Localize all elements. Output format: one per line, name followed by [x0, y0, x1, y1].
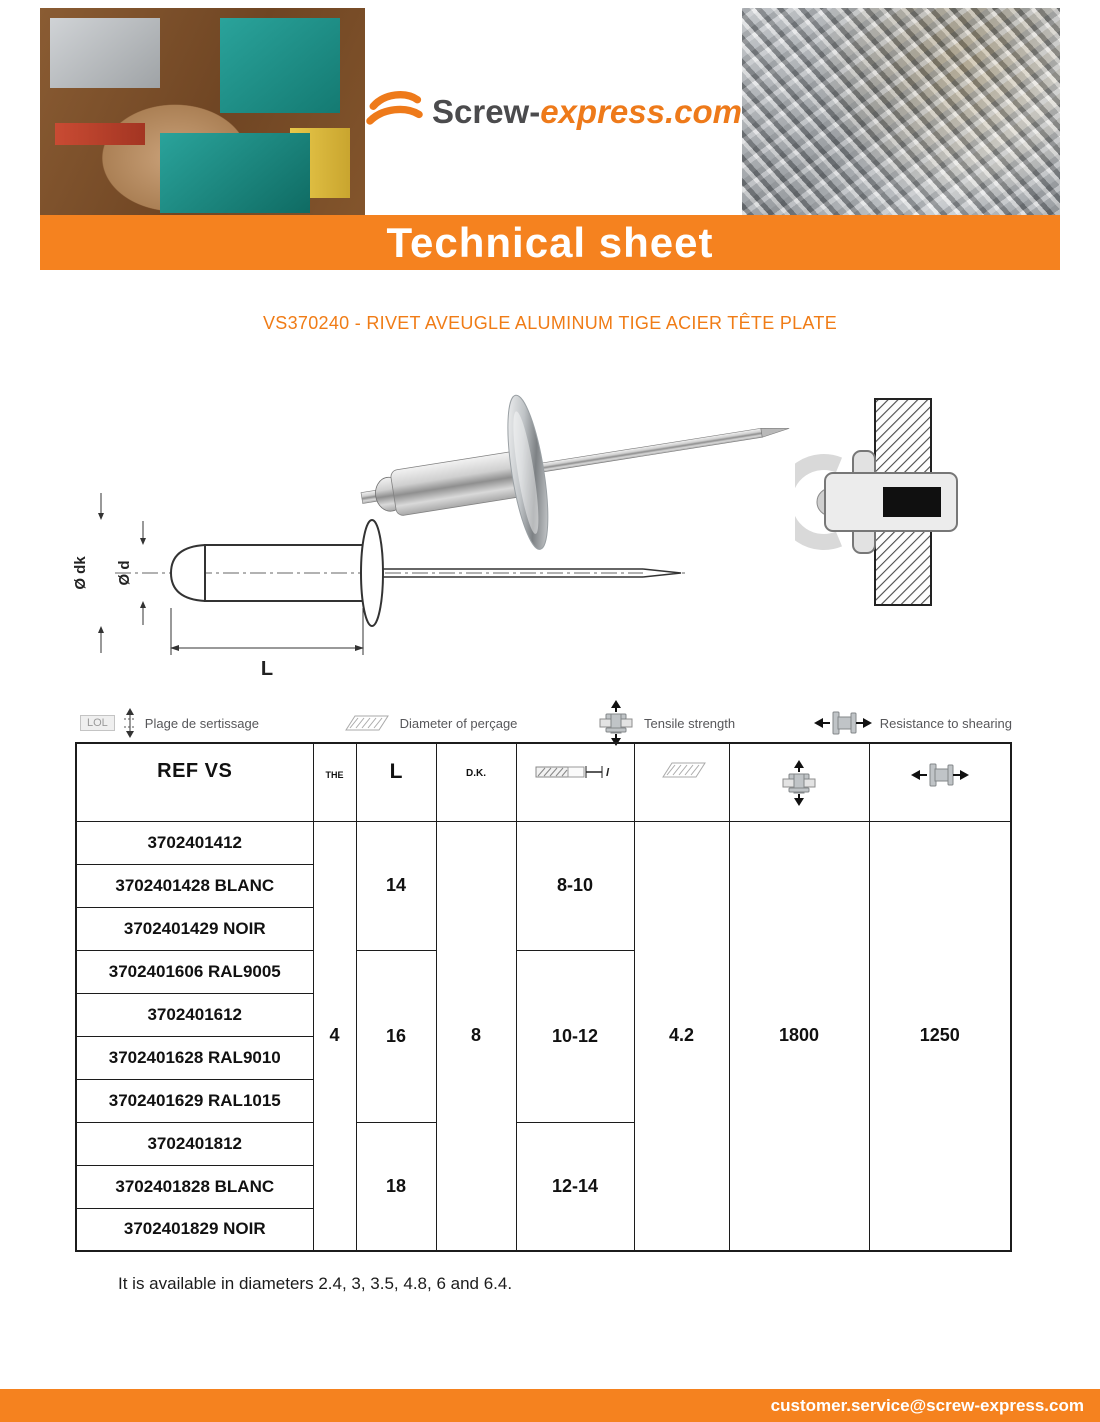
the-cell: 4	[313, 821, 356, 1251]
legend-label: Tensile strength	[644, 715, 736, 731]
col-length: L	[356, 743, 436, 821]
availability-note: It is available in diameters 2.4, 3, 3.5, 4.8, 6 and 6.4.	[118, 1274, 513, 1293]
header	[40, 8, 1060, 215]
legend-tensile	[596, 700, 735, 746]
shear-icon	[814, 708, 872, 738]
grip-range-cell: 10-12	[516, 950, 634, 1122]
grip-range-cell: 8-10	[516, 821, 634, 950]
diameter-d-label: Ø d	[116, 560, 133, 586]
drill-diameter-icon	[338, 713, 392, 733]
diameter-dk-label: Ø dk	[72, 556, 89, 590]
col-shear	[869, 743, 1011, 821]
length-cell: 18	[356, 1122, 436, 1251]
ref-cell: 3702401612	[76, 993, 313, 1036]
title-banner	[40, 215, 1060, 270]
length-label: L	[260, 658, 274, 680]
tensile-cell: 1800	[729, 821, 869, 1251]
logo-text	[432, 93, 742, 131]
logo-swoosh-icon	[365, 85, 424, 139]
grip-range-cell: 12-14	[516, 1122, 634, 1251]
legend-label: Resistance to shearing	[879, 715, 1012, 731]
drill-diameter-cell: 4.2	[634, 821, 729, 1251]
length-cell: 16	[356, 950, 436, 1122]
ref-cell: 3702401606 RAL9005	[76, 950, 313, 993]
technical-drawing	[45, 423, 690, 685]
tensile-icon	[596, 700, 636, 746]
shear-cell: 1250	[869, 821, 1011, 1251]
ref-cell: 3702401428 BLANC	[76, 864, 313, 907]
ref-cell: 3702401429 NOIR	[76, 907, 313, 950]
contact-email: customer.service@screw-express.com	[770, 1395, 1084, 1415]
spec-table	[75, 742, 1012, 1252]
screws-photo	[742, 8, 1060, 215]
col-ref: REF VS	[76, 743, 313, 821]
legend-row	[80, 700, 1012, 746]
brand-logo	[365, 8, 742, 215]
dk-cell: 8	[436, 821, 516, 1251]
ref-cell: 3702401812	[76, 1122, 313, 1165]
length-cell: 14	[356, 821, 436, 950]
logo-text-dark: Screw-	[431, 92, 541, 130]
col-grip-range	[516, 743, 634, 821]
table-row	[76, 821, 1011, 864]
ref-cell: 3702401828 BLANC	[76, 1165, 313, 1208]
col-dk: D.K.	[436, 743, 516, 821]
col-the: THE	[313, 743, 356, 821]
legend-label: Diameter of perçage	[399, 715, 518, 731]
banner-title: Technical sheet	[386, 218, 714, 266]
legend-label: Plage de sertissage	[144, 715, 259, 731]
crimp-arrow-icon	[123, 708, 137, 738]
table-header-row	[76, 743, 1011, 821]
col-drill-diameter	[634, 743, 729, 821]
logo-text-orange: express.com	[540, 92, 742, 130]
ref-cell: 3702401629 RAL1015	[76, 1079, 313, 1122]
ref-cell: 3702401412	[76, 821, 313, 864]
figures	[0, 345, 1100, 697]
ref-cell: 3702401628 RAL9010	[76, 1036, 313, 1079]
workbench-photo	[40, 8, 365, 215]
legend-crimp-range	[80, 708, 259, 738]
installed-rivet-cross-section	[795, 393, 965, 611]
footer-bar	[0, 1389, 1100, 1422]
legend-drill-diameter	[338, 713, 518, 733]
legend-shear	[814, 708, 1012, 738]
svg-text:l: l	[606, 767, 610, 779]
ref-cell: 3702401829 NOIR	[76, 1208, 313, 1251]
col-tensile	[729, 743, 869, 821]
product-title: VS370240 - RIVET AVEUGLE ALUMINUM TIGE ACIER TÊTE PLATE	[262, 313, 838, 333]
lol-box: LOL	[80, 715, 115, 731]
